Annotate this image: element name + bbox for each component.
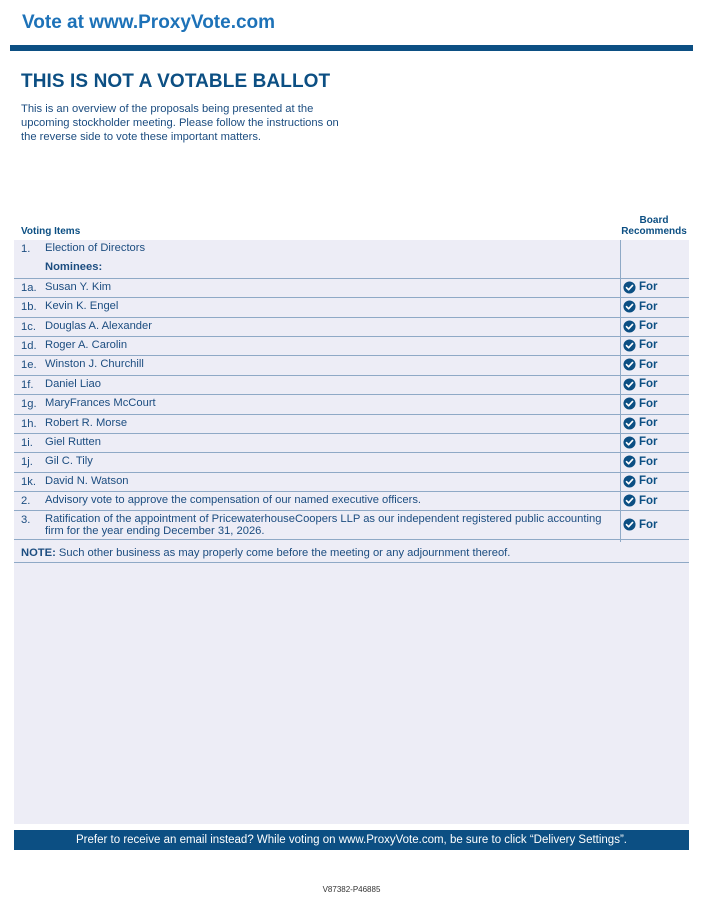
item-label: Susan Y. Kim [45,280,112,293]
recommendation-value: For [639,300,658,313]
voting-item-row [14,434,689,453]
item-number: 1g. [21,398,37,411]
item-number: 1k. [21,475,36,488]
voting-items-list [14,240,689,540]
item-number: 1i. [21,436,33,449]
item-label: Nominees: [45,261,103,274]
item-label: Giel Rutten [45,435,101,448]
voting-item-row [14,337,689,356]
item-number: 1e. [21,359,37,372]
board-recommendation [623,455,658,468]
board-recommendation [623,417,658,430]
recommendation-value: For [639,397,658,410]
check-circle-icon [623,339,636,352]
board-recommendation [623,281,658,294]
document-code: V87382-P46885 [322,885,381,894]
board-recommendation [623,436,658,449]
board-recommends-line1: Board [639,215,669,226]
voting-item-row [14,356,689,375]
voting-item-row [14,298,689,317]
item-label: David N. Watson [45,474,129,487]
voting-item-row [14,473,689,492]
item-label: Douglas A. Alexander [45,319,152,332]
item-number: 1. [21,243,31,255]
check-circle-icon [623,475,636,488]
item-number: 1d. [21,339,37,352]
item-label: Election of Directors [45,242,146,254]
voting-item-row [14,492,689,511]
note-body: Such other business as may properly come before the meeting or any adjournment thereof. [55,547,511,559]
board-recommendation [623,358,658,371]
item-number: 2. [21,495,31,508]
voting-item-row [14,279,689,298]
delivery-settings-banner: Prefer to receive an email instead? While voting on www.ProxyVote.com, be sure to click “Delivery Settings”. [14,830,689,850]
board-recommendation [623,518,658,531]
board-recommendation [623,300,658,313]
item-number: 1h. [21,417,37,430]
check-circle-icon [623,378,636,391]
voting-item-row [14,376,689,395]
item-label: MaryFrances McCourt [45,397,156,410]
board-recommendation [623,475,658,488]
item-label: Daniel Liao [45,377,101,390]
recommendation-value: For [639,455,658,468]
item-number: 1f. [21,378,34,391]
recommendation-value: For [639,494,658,507]
voting-item-row [14,259,689,278]
board-recommends-line2: Recommends [621,226,687,237]
item-label: Ratification of the appointment of PricewaterhouseCoopers LLP as our independent registered public accounting firm for the year ending December 31, 2026. [45,513,602,537]
recommendation-value: For [639,320,658,333]
recommendation-value: For [639,378,658,391]
check-circle-icon [623,281,636,294]
item-label: Gil C. Tily [45,455,93,468]
check-circle-icon [623,455,636,468]
voting-item-row [14,511,689,540]
recommendation-value: For [639,281,658,294]
recommendation-value: For [639,475,658,488]
board-recommendation [623,397,658,410]
voting-item-row [14,453,689,472]
recommendation-value: For [639,436,658,449]
item-label: Roger A. Carolin [45,338,128,351]
voting-item-row [14,395,689,414]
check-circle-icon [623,417,636,430]
recommendation-value: For [639,518,658,531]
note-text [21,547,510,559]
item-label: Robert R. Morse [45,416,128,429]
item-label: Winston J. Churchill [45,358,144,371]
note-label: NOTE: [21,547,56,559]
voting-item-row [14,415,689,434]
voting-item-row [14,240,689,259]
board-recommendation [623,378,658,391]
check-circle-icon [623,436,636,449]
proxyvote-url-header[interactable]: Vote at www.ProxyVote.com [22,12,276,33]
voting-items-header: Voting Items [21,226,81,237]
check-circle-icon [623,320,636,333]
header-rule [10,45,693,51]
item-number: 1j. [21,456,33,469]
page-title: THIS IS NOT A VOTABLE BALLOT [21,71,331,92]
item-label: Kevin K. Engel [45,300,119,313]
check-circle-icon [623,518,636,531]
recommendation-value: For [639,417,658,430]
item-number: 1c. [21,320,36,333]
intro-text: This is an overview of the proposals being presented at the upcoming stockholder meeting. Please follow the instructions on the reverse side to vote these important matters. [21,103,339,143]
check-circle-icon [623,397,636,410]
board-recommendation [623,339,658,352]
item-number: 1a. [21,281,37,294]
board-recommends-header [620,215,688,237]
note-rule [14,562,689,563]
check-circle-icon [623,494,636,507]
recommendation-value: For [639,358,658,371]
check-circle-icon [623,300,636,313]
item-label: Advisory vote to approve the compensation of our named executive officers. [45,494,422,507]
board-recommendation [623,494,658,507]
recommendation-value: For [639,339,658,352]
voting-item-row [14,318,689,337]
check-circle-icon [623,358,636,371]
item-number: 1b. [21,301,37,314]
item-number: 3. [21,514,31,527]
board-recommendation [623,320,658,333]
